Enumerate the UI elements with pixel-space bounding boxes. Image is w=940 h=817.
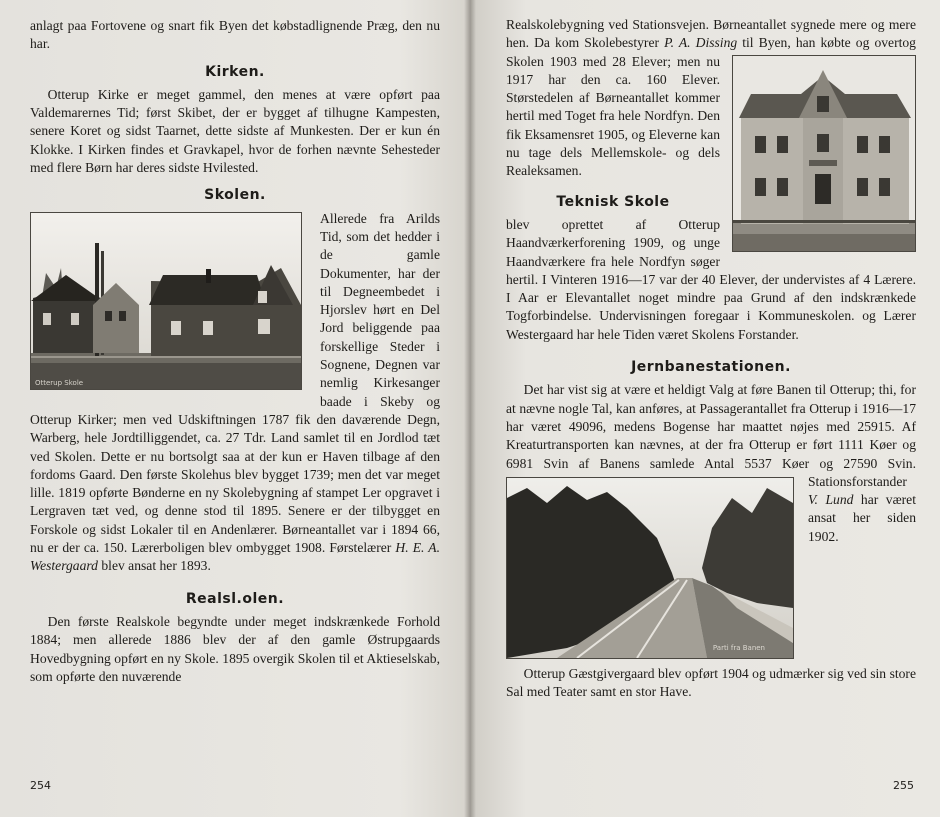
heading-teknisk: Teknisk Skole: [556, 193, 670, 210]
jernbane-paragraph: [506, 381, 916, 652]
jernbane-text-1: Det har vist sig at være et heldigt Valg at føre Banen til Otterup; thi, for at nævne nogle Tal, kan anføres, at Passagerantallet fra Otterup i 1916—17 har været 49096, medens Bogense har maattet nøjes med 25915. Af Kreaturtransporten kan nævnes, at der fra Otterup er ført 1111 Køer og 6981 Svin af Banens samlede Antal 5537 Køer og 27590 Svin. Stationsforstander: [506, 382, 916, 489]
intro-paragraph: anlagt paa Fortovene og snart fik Byen det købstadlignende Præg, den nu har.: [30, 18, 440, 52]
school-photo: [30, 212, 302, 390]
skolen-text-1: Allerede fra Arilds Tid, som det hedder i de gamle Dokumenter, har der til Degneembedet i Hjorslev hørt en Del Jord beliggende paa forskellige Steder i Sognene, Degnen var nemlig Kirkesanger baade i Skeby og Otterup Kirker; men ved Udskiftningen 1787 fik den daværende Degn, Warberg, hele Jordtilliggendet, ca. 27 Tdr. Land samlet til en Jordlod tæt ved Skolen. Dette er nu bortsolgt saa at der kun er Haven tilbage af den fordoms Gaard. Den første Skolehus blev bygget 1739; men det var meget lille. 1819 opførte Bønderne en ny Skolebygning af stampet Ler opgravet i Lergraven tæt ved, og denne stod til 1895. Senere er der tilbygget en Forskole og sidst Lokaler til en Andenlærer. Børneantallet var i 1894 66, nu er der ca. 150. Lærerboligen blev ombygget 1908. Førstelærer: [30, 210, 440, 556]
book-gutter: [464, 0, 476, 817]
page-number-right: 255: [893, 778, 914, 792]
jernbane-text-2: har været ansat her siden 1902.: [808, 492, 916, 544]
heading-realskolen: Realsl.olen.: [185, 590, 285, 607]
school-photo-caption: Otterup Skole: [35, 378, 84, 387]
realskolen-cont-paragraph: [506, 16, 916, 181]
skolen-text-2: blev ansat her 1893.: [97, 558, 211, 574]
heading-skolen: Skolen.: [204, 187, 266, 204]
realskolen-cont-text-1: Realskolebygning ved Stationsvejen. Børneantallet sygnede mere og mere hen. Da kom Skolebestyrer: [506, 17, 916, 51]
railway-photo-image: [507, 478, 793, 658]
heading-kirken: Kirken.: [205, 63, 265, 80]
skolen-paragraph: [30, 210, 440, 576]
realskolen-cont-text-2: til Byen, han købte og overtog Skolen 1903 med 28 Elever; men nu 1917 har den ca. 160 Elever. Størstedelen af Børneantallet kommer hertil med Toget fra hele Nordfyn. Den fik Eksamensret 1905, og Eleverne kan nu tage dels Mellemskole- og dels Realeksamen.: [506, 35, 916, 179]
station-master-name: V. Lund: [808, 492, 854, 508]
right-page: [470, 0, 940, 817]
school-photo-image: [31, 213, 301, 389]
realskolen-paragraph: Den første Realskole begyndte under meget indskrænkede Forhold 1884; men allerede 1886 blev der af den gamle Østrupgaards Hovedbygning opført en ny Skole. 1895 overgik Skolen til et Aktieselskab, som opførte den nuværende: [30, 613, 440, 684]
realschool-photo: [732, 55, 916, 252]
railway-photo-caption: Parti fra Banen: [712, 643, 765, 652]
teacher-name: H. E. A. Westergaard: [30, 540, 441, 574]
gaestgiver-paragraph: Otterup Gæstgivergaard blev opført 1904 og udmærker sig ved sin store Sal med Teater samt en stor Have.: [506, 665, 916, 700]
heading-jernbane: Jernbanestationen.: [631, 359, 791, 376]
page-number-left: 254: [30, 778, 51, 792]
director-name: P. A. Dissing: [664, 35, 738, 51]
railway-photo: [506, 477, 794, 659]
kirken-paragraph: Otterup Kirke er meget gammel, den menes at være opført paa Valdemarernes Tid; først Skibet, der er bygget af tilhugne Kampesten, senere Koret og sidst Taarnet, dette sidste af Munkesten. Der er kun én Klokke. I Kirken findes et Gravkapel, hvor de forhen nævnte Sehesteder med flere Børn har deres sidste Hvilested.: [30, 86, 440, 176]
realschool-photo-image: [733, 56, 915, 251]
teknisk-paragraph: blev oprettet af Otterup Haandværkerforening 1909, og unge Haandværkere fra hele Nordfyn søger hertil. I Vinteren 1916—17 var der 40 Elever, der undervistes af 4 Lærere. I Aar er Elevantallet noget mindre paa Grund af den indskrænkede Togforbindelse. Undervisningen foregaar i Kommuneskolen. og Lærer Westergaard har hele Tiden været Skolens Forstander.: [506, 216, 916, 342]
